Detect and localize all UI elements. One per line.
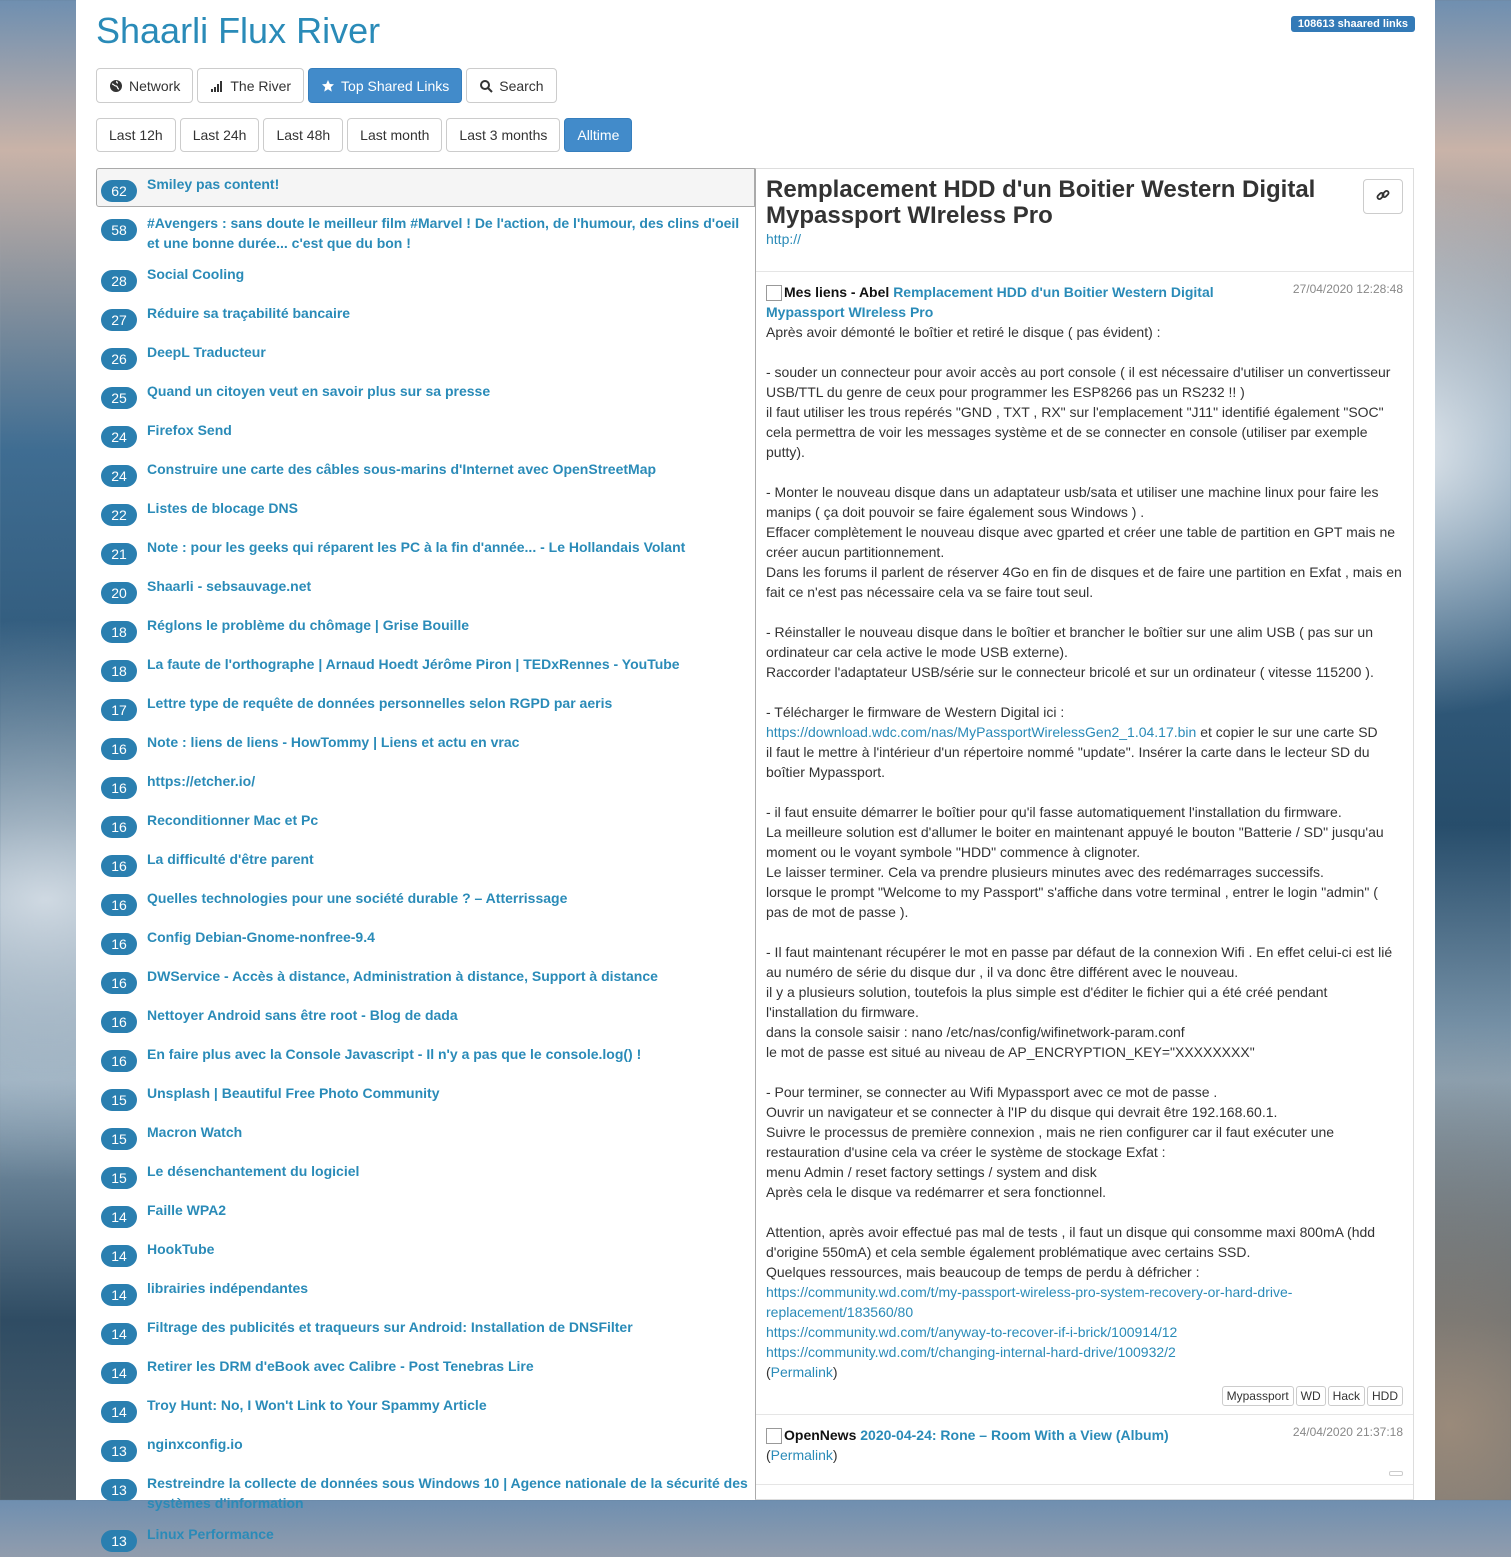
list-item[interactable] bbox=[96, 1311, 755, 1350]
entry-title-link[interactable]: 2020-04-24: Rone – Room With a View (Album) bbox=[860, 1427, 1169, 1443]
share-count-badge: 14 bbox=[101, 1284, 137, 1306]
share-count-badge: 14 bbox=[101, 1362, 137, 1384]
entry-date: 27/04/2020 12:28:48 bbox=[1292, 282, 1403, 296]
tag-chip[interactable]: Hack bbox=[1328, 1386, 1365, 1406]
entry-tags bbox=[766, 1386, 1403, 1406]
resource-line bbox=[766, 1322, 1403, 1342]
share-count-badge: 15 bbox=[101, 1089, 137, 1111]
filter-last-12h-button[interactable]: Last 12h bbox=[96, 118, 176, 152]
firmware-line-text: et copier le sur une carte SD bbox=[1196, 724, 1378, 740]
entry-body bbox=[766, 322, 1403, 1382]
tag-chip[interactable]: Mypassport bbox=[1222, 1386, 1294, 1406]
link-title[interactable]: Filtrage des publicités et traqueurs sur Android: Installation de DNSFilter bbox=[147, 1319, 633, 1335]
entry-paragraph: - Il faut maintenant récupérer le mot en passe par défaut de la connexion Wifi . En effet celui-ci est lié au numéro de série du disque dur , il va donc être différent avec le nouveau. bbox=[766, 944, 1393, 980]
share-count-badge: 13 bbox=[101, 1530, 137, 1552]
share-count-badge: 21 bbox=[101, 543, 137, 565]
share-count-badge: 16 bbox=[101, 1050, 137, 1072]
filter-last-24h-button[interactable]: Last 24h bbox=[180, 118, 260, 152]
main-container bbox=[76, 0, 1435, 1549]
permalink-line bbox=[766, 1362, 1403, 1382]
filter-alltime-button[interactable]: Alltime bbox=[564, 118, 632, 152]
list-item[interactable] bbox=[96, 1194, 755, 1233]
entry-paragraph: - il faut ensuite démarrer le boîtier pour qu'il fasse automatiquement l'installation du firmware. bbox=[766, 804, 1342, 820]
permalink-close-paren: ) bbox=[832, 1364, 838, 1380]
share-count-badge: 62 bbox=[101, 180, 137, 202]
list-item[interactable] bbox=[96, 921, 755, 960]
list-item[interactable] bbox=[96, 648, 755, 687]
permalink-link[interactable]: Permalink bbox=[770, 1364, 833, 1380]
entry-paragraph: Après avoir démonté le boîtier et retiré le disque ( pas évident) : bbox=[766, 324, 1161, 340]
nav-network-button[interactable] bbox=[96, 68, 193, 103]
nav-top-shared-links-button[interactable] bbox=[308, 68, 462, 103]
copy-link-button[interactable] bbox=[1363, 179, 1403, 214]
link-title[interactable]: DWService - Accès à distance, Administration à distance, Support à distance bbox=[147, 968, 658, 984]
tag-chip[interactable]: WD bbox=[1296, 1386, 1326, 1406]
list-item[interactable] bbox=[96, 1077, 755, 1116]
link-title[interactable]: Note : liens de liens - HowTommy | Liens et actu en vrac bbox=[147, 734, 520, 750]
share-count-badge: 18 bbox=[101, 660, 137, 682]
share-count-badge: 16 bbox=[101, 855, 137, 877]
list-item[interactable] bbox=[96, 1350, 755, 1389]
link-icon bbox=[1375, 187, 1391, 206]
feed-entry bbox=[756, 1415, 1413, 1485]
favicon-icon bbox=[766, 1428, 782, 1444]
link-title[interactable]: Réduire sa traçabilité bancaire bbox=[147, 305, 351, 321]
share-count-badge: 14 bbox=[101, 1206, 137, 1228]
list-item[interactable] bbox=[96, 843, 755, 882]
share-count-badge: 58 bbox=[101, 219, 137, 241]
entry-title-link[interactable]: Remplacement HDD d'un Boitier Western Digital Mypassport WIreless Pro bbox=[766, 284, 1214, 320]
link-title[interactable]: Le désenchantement du logiciel bbox=[147, 1163, 360, 1179]
list-item[interactable] bbox=[96, 375, 755, 414]
entry-paragraph: Suivre le processus de première connexion , mais ne rien configurer car il faut exécuter une restauration d'usine cela va créer le système de stockage Exfat : bbox=[766, 1124, 1335, 1160]
share-count-badge: 13 bbox=[101, 1479, 137, 1501]
entry-paragraph bbox=[766, 922, 1403, 942]
entry-paragraph: menu Admin / reset factory settings / system and disk bbox=[766, 1164, 1097, 1180]
link-title[interactable]: Réglons le problème du chômage | Grise Bouille bbox=[147, 617, 470, 633]
signal-icon bbox=[210, 79, 224, 93]
entry-paragraph: Attention, après avoir effectué pas mal de tests , il faut un disque qui consomme maxi 800mA (hdd d'origine 550mA) et cela semble également problématique avec certains SSD. bbox=[766, 1224, 1376, 1260]
share-count-badge: 16 bbox=[101, 777, 137, 799]
filter-last-3-months-button[interactable]: Last 3 months bbox=[446, 118, 560, 152]
link-title[interactable]: Config Debian-Gnome-nonfree-9.4 bbox=[147, 929, 375, 945]
share-count-badge: 24 bbox=[101, 465, 137, 487]
permalink-link[interactable]: Permalink bbox=[770, 1447, 833, 1463]
link-title[interactable]: Listes de blocage DNS bbox=[147, 500, 298, 516]
link-title[interactable]: Social Cooling bbox=[147, 266, 245, 282]
detail-url-link[interactable]: http:// bbox=[766, 231, 802, 247]
firmware-line bbox=[766, 722, 1403, 742]
list-item[interactable] bbox=[96, 1116, 755, 1155]
entry-paragraph bbox=[766, 462, 1403, 482]
share-count-badge: 25 bbox=[101, 387, 137, 409]
detail-header bbox=[756, 169, 1413, 272]
link-title[interactable]: HookTube bbox=[147, 1241, 215, 1257]
resource-link[interactable]: https://community.wd.com/t/changing-internal-hard-drive/100932/2 bbox=[766, 1344, 1176, 1360]
link-title[interactable]: librairies indépendantes bbox=[147, 1280, 309, 1296]
list-item[interactable] bbox=[96, 1389, 755, 1428]
nav-button-label: Top Shared Links bbox=[341, 77, 450, 94]
link-title[interactable]: Lettre type de requête de données personnelles selon RGPD par aeris bbox=[147, 695, 613, 711]
share-count-badge: 15 bbox=[101, 1128, 137, 1150]
permalink-close-paren: ) bbox=[832, 1447, 838, 1463]
list-item[interactable] bbox=[96, 1038, 755, 1077]
link-title[interactable]: La faute de l'orthographe | Arnaud Hoedt Jérôme Piron | TEDxRennes - YouTube bbox=[147, 656, 680, 672]
list-item[interactable] bbox=[96, 207, 755, 258]
tag-chip[interactable]: HDD bbox=[1367, 1386, 1403, 1406]
share-count-badge: 16 bbox=[101, 1011, 137, 1033]
entry-paragraph: il faut utiliser les trous repérés "GND , TXT , RX" sur l'emplacement "J11" identifié également "SOC" bbox=[766, 404, 1384, 420]
entry-paragraph: - souder un connecteur pour avoir accès au port console ( il est nécessaire d'utiliser un convertisseur USB/TTL du genre de ceux pour programmer les ESP8266 pas un RS232 !! ) bbox=[766, 364, 1391, 400]
list-item[interactable] bbox=[96, 882, 755, 921]
filter-last-month-button[interactable]: Last month bbox=[347, 118, 442, 152]
link-title[interactable]: Firefox Send bbox=[147, 422, 232, 438]
list-item[interactable] bbox=[96, 453, 755, 492]
link-title[interactable]: En faire plus avec la Console Javascript - Il n'y a pas que le console.log() ! bbox=[147, 1046, 642, 1062]
nav-button-label: Network bbox=[129, 77, 181, 94]
link-title[interactable]: Construire une carte des câbles sous-marins d'Internet avec OpenStreetMap bbox=[147, 461, 657, 477]
entry-paragraph: - Réinstaller le nouveau disque dans le boîtier et brancher le boîtier sur une alim USB ( pas sur un ordinateur car cela active le mode USB externe). bbox=[766, 624, 1373, 660]
nav-the-river-button[interactable] bbox=[197, 68, 304, 103]
share-count-badge: 24 bbox=[101, 426, 137, 448]
entry-paragraph: - Télécharger le firmware de Western Digital ici : bbox=[766, 704, 1065, 720]
share-count-badge: 16 bbox=[101, 933, 137, 955]
entry-paragraph: Après cela le disque va redémarrer et sera fonctionnel. bbox=[766, 1184, 1107, 1200]
share-count-badge: 28 bbox=[101, 270, 137, 292]
link-title[interactable]: Restreindre la collecte de données sous Windows 10 | Agence nationale de la sécurité des systèmes d'information bbox=[147, 1475, 748, 1511]
permalink-open-paren: ( bbox=[766, 1364, 771, 1380]
entry-paragraph bbox=[766, 682, 1403, 702]
resource-line bbox=[766, 1282, 1403, 1322]
detail-title: Remplacement HDD d'un Boitier Western Digital Mypassport WIreless Pro bbox=[766, 176, 1316, 229]
entry-source: Mes liens - Abel bbox=[784, 284, 890, 300]
permalink-open-paren: ( bbox=[766, 1447, 771, 1463]
entry-paragraph: Effacer complètement le nouveau disque avec gparted et créer une table de partition en GPT mais ne créer aucun partitionnement. bbox=[766, 524, 1396, 560]
share-count-badge: 15 bbox=[101, 1167, 137, 1189]
share-count-badge: 14 bbox=[101, 1401, 137, 1423]
share-count-badge: 20 bbox=[101, 582, 137, 604]
link-title[interactable]: Quelles technologies pour une société durable ? – Atterrissage bbox=[147, 890, 568, 906]
link-title[interactable]: #Avengers : sans doute le meilleur film #Marvel ! De l'action, de l'humour, des clins d'oeil et une bonne durée... c'est que du bon ! bbox=[147, 215, 740, 251]
entry-paragraph: Le laisser terminer. Cela va prendre plusieurs minutes avec des redémarrages successifs. bbox=[766, 864, 1324, 880]
detail-panel bbox=[755, 168, 1414, 1500]
nav-search-button[interactable] bbox=[466, 68, 556, 103]
link-title[interactable]: La difficulté d'être parent bbox=[147, 851, 314, 867]
share-count-badge: 27 bbox=[101, 309, 137, 331]
link-title[interactable]: Shaarli - sebsauvage.net bbox=[147, 578, 312, 594]
link-title[interactable]: Faille WPA2 bbox=[147, 1202, 227, 1218]
link-title[interactable]: Macron Watch bbox=[147, 1124, 243, 1140]
list-item[interactable] bbox=[96, 726, 755, 765]
resource-line bbox=[766, 1342, 1403, 1362]
entry-paragraph bbox=[766, 342, 1403, 362]
link-title[interactable]: Note : pour les geeks qui réparent les PC à la fin d'année... - Le Hollandais Volant bbox=[147, 539, 686, 555]
share-count-badge: 16 bbox=[101, 738, 137, 760]
entry-paragraph: il y a plusieurs solution, toutefois la plus simple est d'éditer le fichier qui a été créé pendant l'installation du firmware. bbox=[766, 984, 1328, 1020]
link-title[interactable]: Quand un citoyen veut en savoir plus sur sa presse bbox=[147, 383, 491, 399]
list-item[interactable] bbox=[96, 168, 755, 207]
entry-paragraph: Dans les forums il parlent de réserver 4Go en fin de disques et de faire une partition en Exfat , mais en fait ce n'est pas nécessaire cela va se faire tout seul. bbox=[766, 564, 1402, 600]
star-icon bbox=[321, 79, 335, 93]
list-item[interactable] bbox=[96, 804, 755, 843]
share-count-badge: 18 bbox=[101, 621, 137, 643]
share-count-badge: 14 bbox=[101, 1245, 137, 1267]
list-item[interactable] bbox=[96, 960, 755, 999]
collapse-handle[interactable] bbox=[1389, 1471, 1403, 1476]
filter-last-48h-button[interactable]: Last 48h bbox=[263, 118, 343, 152]
entry-paragraph: - Pour terminer, se connecter au Wifi Mypassport avec ce mot de passe . bbox=[766, 1084, 1218, 1100]
list-item[interactable] bbox=[96, 1233, 755, 1272]
list-item[interactable] bbox=[96, 765, 755, 804]
link-title[interactable]: nginxconfig.io bbox=[147, 1436, 243, 1452]
share-count-badge: 16 bbox=[101, 816, 137, 838]
entry-source: OpenNews bbox=[784, 1427, 857, 1443]
list-item[interactable] bbox=[96, 336, 755, 375]
nav-button-label: The River bbox=[230, 77, 292, 94]
link-title[interactable]: Troy Hunt: No, I Won't Link to Your Spammy Article bbox=[147, 1397, 487, 1413]
share-count-badge: 22 bbox=[101, 504, 137, 526]
entry-paragraph bbox=[766, 782, 1403, 802]
entry-paragraph: dans la console saisir : nano /etc/nas/config/wifinetwork-param.conf bbox=[766, 1024, 1185, 1040]
entry-paragraph: - Monter le nouveau disque dans un adaptateur usb/sata et utiliser une machine linux pour faire les manips ( ça doit pouvoir se faire également sous Windows ) . bbox=[766, 484, 1379, 520]
globe-icon bbox=[109, 79, 123, 93]
link-title[interactable]: https://etcher.io/ bbox=[147, 773, 256, 789]
list-item[interactable] bbox=[96, 1155, 755, 1194]
link-title[interactable]: Smiley pas content! bbox=[147, 176, 280, 192]
shaared-count-badge: 108613 shaared links bbox=[1291, 16, 1415, 32]
list-item[interactable] bbox=[96, 1272, 755, 1311]
share-count-badge: 14 bbox=[101, 1323, 137, 1345]
main-nav bbox=[96, 68, 557, 103]
entry-paragraph: il faut le mettre à l'intérieur d'un répertoire nommé "update". Insérer la carte dans le lecteur SD du boîtier Mypassport. bbox=[766, 744, 1370, 780]
entry-paragraph: La meilleure solution est d'allumer le boiter en maintenant appuyé le bouton "Batterie / SD" jusqu'au moment ou le voyant symbole "HDD" commence à clignoter. bbox=[766, 824, 1384, 860]
list-item[interactable] bbox=[96, 414, 755, 453]
share-count-badge: 16 bbox=[101, 972, 137, 994]
list-item[interactable] bbox=[96, 999, 755, 1038]
resource-link[interactable]: https://community.wd.com/t/anyway-to-recover-if-i-brick/100914/12 bbox=[766, 1324, 1178, 1340]
share-count-badge: 26 bbox=[101, 348, 137, 370]
page-title: Shaarli Flux River bbox=[96, 10, 381, 51]
list-item[interactable] bbox=[96, 492, 755, 531]
link-title[interactable]: Unsplash | Beautiful Free Photo Community bbox=[147, 1085, 440, 1101]
favicon-icon bbox=[766, 285, 782, 301]
list-item[interactable] bbox=[96, 297, 755, 336]
feed-entry bbox=[756, 272, 1413, 1415]
share-count-badge: 17 bbox=[101, 699, 137, 721]
entry-paragraph: cela permettra de voir les messages système et de se connecter en console (utiliser par exemple putty). bbox=[766, 424, 1368, 460]
link-title[interactable]: Nettoyer Android sans être root - Blog de dada bbox=[147, 1007, 458, 1023]
entry-paragraph bbox=[766, 602, 1403, 622]
entry-paragraph bbox=[766, 1202, 1403, 1222]
link-title[interactable]: Retirer les DRM d'eBook avec Calibre - Post Tenebras Lire bbox=[147, 1358, 534, 1374]
entry-date: 24/04/2020 21:37:18 bbox=[1292, 1425, 1403, 1439]
entry-paragraph: Raccorder l'adaptateur USB/série sur le connecteur bricolé et sur un ordinateur ( vitesse 115200 ). bbox=[766, 664, 1374, 680]
link-title[interactable]: Linux Performance bbox=[147, 1526, 274, 1542]
firmware-download-link[interactable]: https://download.wdc.com/nas/MyPassportWirelessGen2_1.04.17.bin bbox=[766, 724, 1197, 740]
list-item[interactable] bbox=[96, 531, 755, 570]
link-title[interactable]: DeepL Traducteur bbox=[147, 344, 266, 360]
entry-paragraph: lorsque le prompt "Welcome to my Passport" s'affiche dans votre terminal , entrer le login "admin" ( pas de mot de passe ). bbox=[766, 884, 1378, 920]
search-icon bbox=[479, 79, 493, 93]
list-item[interactable] bbox=[96, 687, 755, 726]
list-item[interactable] bbox=[96, 609, 755, 648]
list-item[interactable] bbox=[96, 1467, 755, 1518]
entry-paragraph: Ouvrir un navigateur et se connecter à l'IP du disque qui devrait être 192.168.60.1. bbox=[766, 1104, 1278, 1120]
time-filter-bar bbox=[96, 118, 632, 152]
nav-button-label: Search bbox=[499, 77, 544, 94]
list-item[interactable] bbox=[96, 1518, 755, 1557]
resource-link[interactable]: https://community.wd.com/t/my-passport-wireless-pro-system-recovery-or-hard-drive-replacement/183560/80 bbox=[766, 1284, 1293, 1320]
share-count-badge: 13 bbox=[101, 1440, 137, 1462]
link-title[interactable]: Reconditionner Mac et Pc bbox=[147, 812, 319, 828]
top-links-list bbox=[96, 168, 755, 1549]
list-item[interactable] bbox=[96, 1428, 755, 1467]
share-count-badge: 16 bbox=[101, 894, 137, 916]
list-item[interactable] bbox=[96, 258, 755, 297]
list-item[interactable] bbox=[96, 570, 755, 609]
entry-paragraph: Quelques ressources, mais beaucoup de temps de perdu à défricher : bbox=[766, 1264, 1200, 1280]
entry-paragraph bbox=[766, 1062, 1403, 1082]
entry-paragraph: le mot de passe est situé au niveau de AP_ENCRYPTION_KEY="XXXXXXXX" bbox=[766, 1044, 1255, 1060]
